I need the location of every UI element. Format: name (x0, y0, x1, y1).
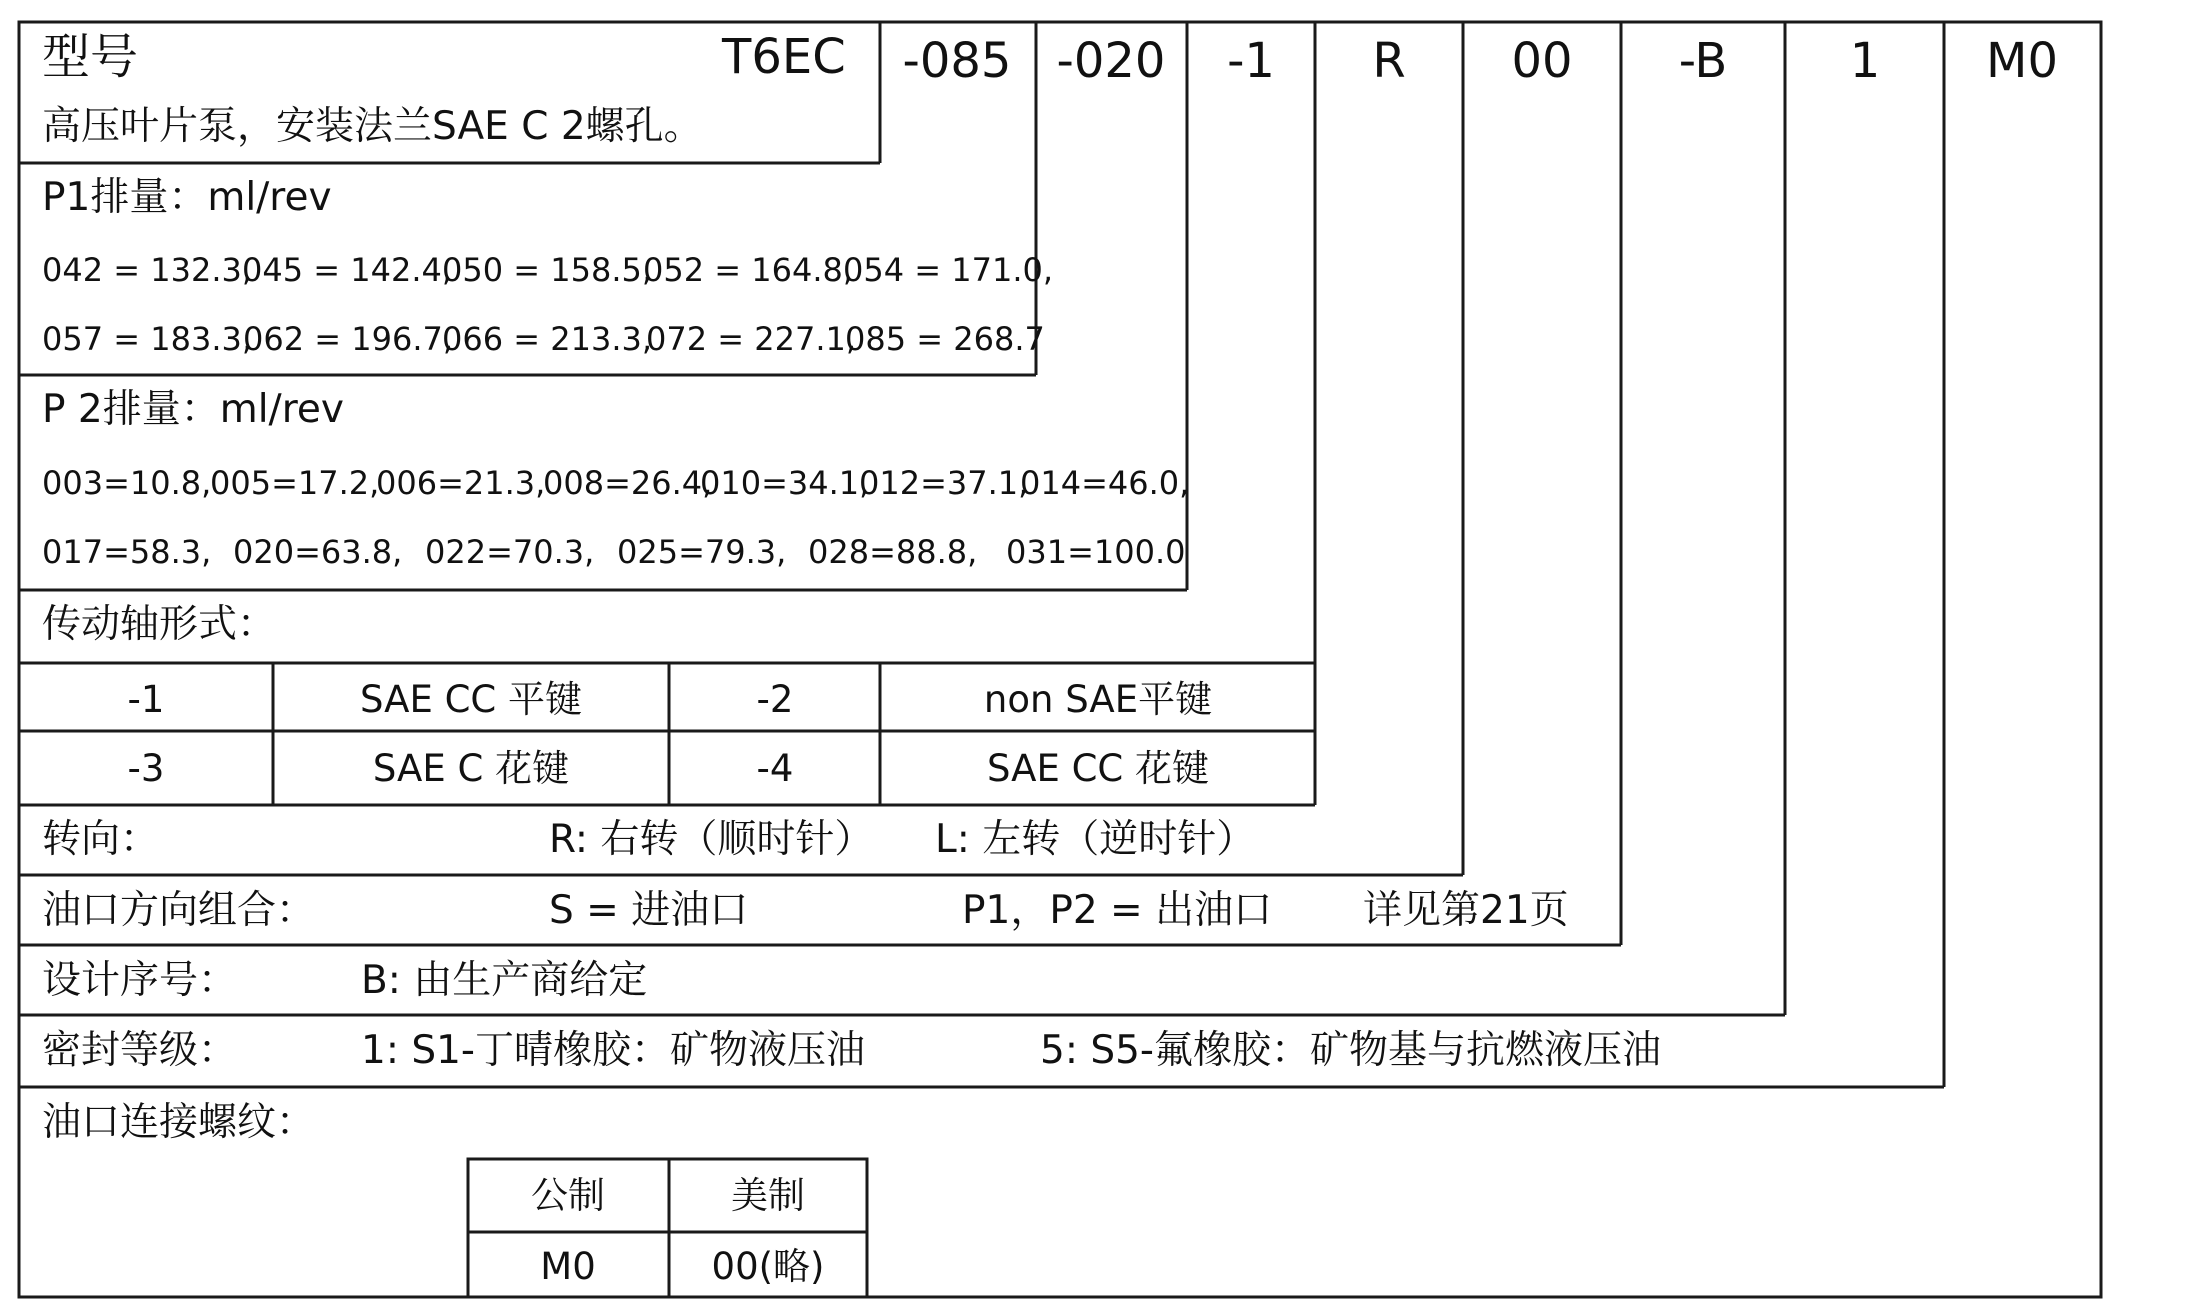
p1-value: 062 = 196.7, (243, 320, 454, 358)
shaft-code: -2 (756, 678, 794, 721)
p2-value: 010=34.1, (700, 464, 870, 502)
shaft-code: -4 (756, 747, 794, 790)
p1-value: 052 = 164.8, (643, 251, 854, 289)
p2-displacement-title: P 2排量：ml/rev (42, 387, 344, 432)
design-number-text: B: 由生产商给定 (361, 958, 648, 1003)
p2-value: 012=37.1, (859, 464, 1029, 502)
code-segment-rotation: R (1372, 33, 1406, 89)
p2-value: 017=58.3, (42, 533, 212, 571)
model-label: 型号 (42, 29, 139, 85)
p1-displacement-title: P1排量：ml/rev (42, 175, 332, 220)
port-orientation-title: 油口方向组合： (42, 888, 316, 933)
code-segment-design: -B (1678, 33, 1728, 89)
p2-value: 022=70.3, (425, 533, 595, 571)
p2-value: 005=17.2, (210, 464, 380, 502)
thread-value-metric: M0 (540, 1245, 596, 1288)
p2-value: 014=46.0, (1020, 464, 1190, 502)
p2-value: 031=100.0 (1006, 533, 1186, 571)
code-segment-port-orientation: 00 (1511, 33, 1573, 89)
code-segment-seal: 1 (1849, 33, 1881, 89)
rotation-left: L: 左转（逆时针） (935, 817, 1256, 862)
shaft-description: SAE C 花键 (372, 747, 570, 790)
p2-value: 008=26.4, (543, 464, 713, 502)
rotation-title: 转向： (42, 817, 160, 862)
p2-value: 025=79.3, (617, 533, 787, 571)
port-outlet: P1，P2 = 出油口 (962, 888, 1273, 933)
seal-option-1: 1: S1-丁晴橡胶：矿物液压油 (361, 1028, 865, 1073)
seal-option-5: 5: S5-氟橡胶：矿物基与抗燃液压油 (1040, 1028, 1661, 1073)
p1-value: 085 = 268.7 (845, 320, 1045, 358)
p1-value: 057 = 183.3, (42, 320, 253, 358)
rotation-right: R: 右转（顺时针） (549, 817, 874, 862)
shaft-description: SAE CC 花键 (986, 747, 1210, 790)
p2-value: 006=21.3, (376, 464, 546, 502)
shaft-code: -3 (127, 747, 165, 790)
p2-value: 003=10.8, (42, 464, 212, 502)
base-model-code: T6EC (722, 29, 846, 85)
code-segment-shaft: -1 (1227, 33, 1275, 89)
port-inlet: S = 进油口 (549, 888, 749, 933)
p1-value: 072 = 227.1, (646, 320, 857, 358)
shaft-description: non SAE平键 (983, 678, 1213, 721)
port-thread-title: 油口连接螺纹： (42, 1100, 316, 1145)
product-description: 高压叶片泵，安装法兰SAE C 2螺孔。 (42, 104, 703, 149)
shaft-code: -1 (127, 678, 165, 721)
p2-value: 028=88.8, (808, 533, 978, 571)
design-number-title: 设计序号： (42, 958, 238, 1003)
seal-class-title: 密封等级： (42, 1028, 238, 1073)
code-segment-displacement-p2: -020 (1056, 33, 1166, 89)
port-page-reference: 详见第21页 (1363, 888, 1569, 933)
p1-value: 045 = 142.4, (242, 251, 453, 289)
p1-value: 054 = 171.0, (843, 251, 1054, 289)
thread-value-us: 00(略) (711, 1245, 825, 1288)
shaft-type-title: 传动轴形式： (42, 602, 277, 647)
thread-header-us: 美制 (731, 1174, 805, 1217)
p1-value: 050 = 158.5, (442, 251, 653, 289)
shaft-description: SAE CC 平键 (359, 678, 583, 721)
p2-value: 020=63.8, (233, 533, 403, 571)
p1-value: 042 = 132.3, (42, 251, 253, 289)
thread-header-metric: 公制 (531, 1174, 605, 1217)
p1-value: 066 = 213.3, (442, 320, 653, 358)
code-segment-displacement-p1: -085 (902, 33, 1012, 89)
code-segment-thread: M0 (1986, 33, 2058, 89)
